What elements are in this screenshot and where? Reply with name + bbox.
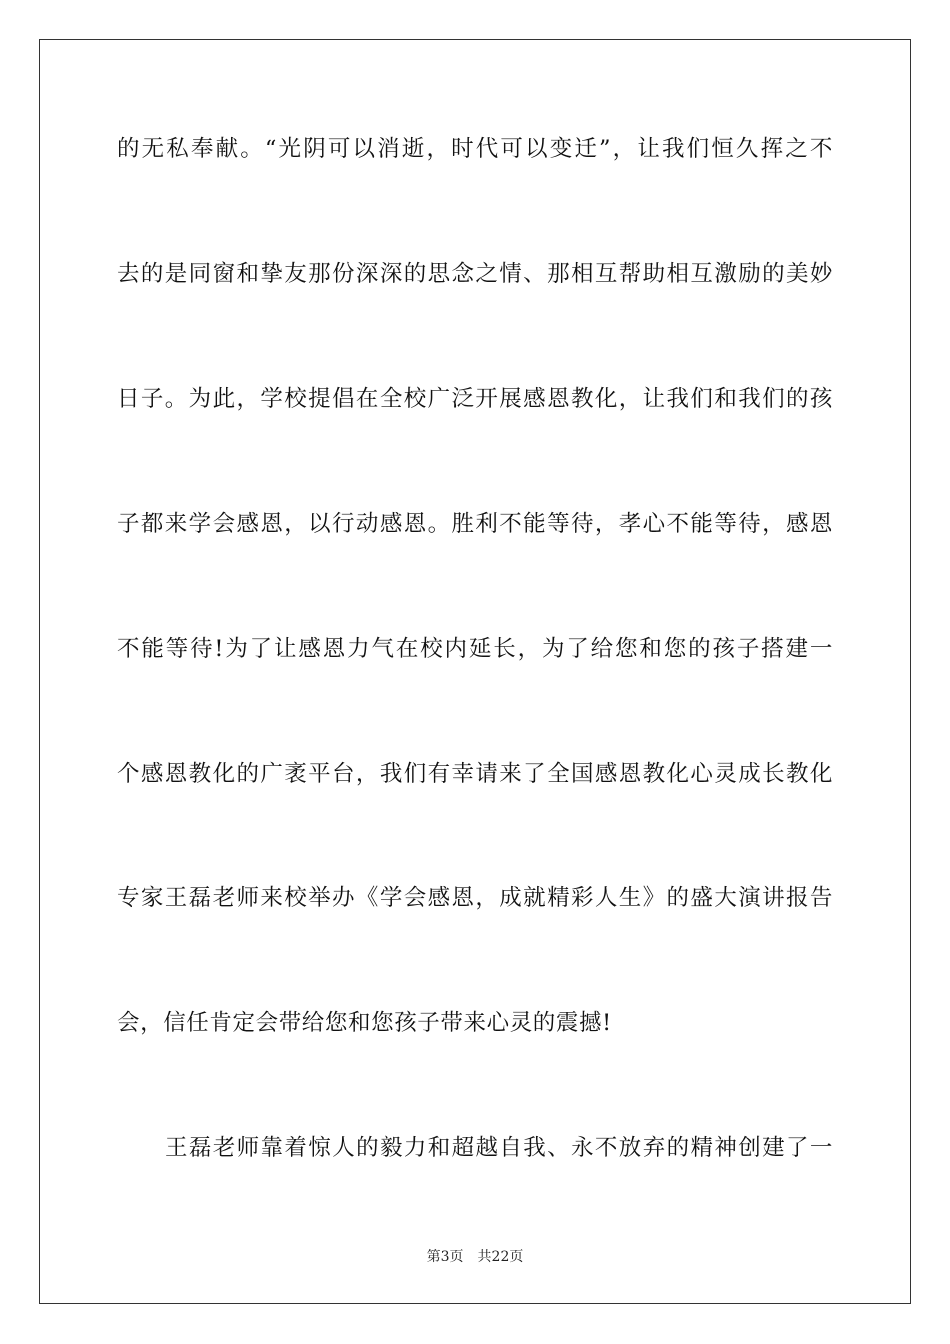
page-total: 共22页	[477, 1249, 524, 1265]
page-footer	[0, 1248, 950, 1266]
page-border	[39, 39, 911, 1304]
paragraph-line: 的无私奉献。“光阴可以消逝，时代可以变迁”，让我们恒久挥之不	[117, 136, 833, 162]
paragraph-line: 个感恩教化的广袤平台，我们有幸请来了全国感恩教化心灵成长教化	[117, 761, 833, 787]
page-number: 第3页	[426, 1249, 464, 1265]
paragraph-first-line-indented: 王磊老师靠着惊人的毅力和超越自我、永不放弃的精神创建了一	[165, 1135, 833, 1161]
paragraph-last-line: 会，信任肯定会带给您和您孩子带来心灵的震撼!	[117, 1010, 612, 1036]
paragraph-line: 去的是同窗和挚友那份深深的思念之情、那相互帮助相互激励的美妙	[117, 261, 833, 287]
paragraph-line: 不能等待!为了让感恩力气在校内延长，为了给您和您的孩子搭建一	[117, 636, 833, 662]
paragraph-line: 专家王磊老师来校举办《学会感恩，成就精彩人生》的盛大演讲报告	[117, 885, 833, 911]
paragraph-line: 日子。为此，学校提倡在全校广泛开展感恩教化，让我们和我们的孩	[117, 386, 833, 412]
paragraph-line: 子都来学会感恩，以行动感恩。胜利不能等待，孝心不能等待，感恩	[117, 511, 833, 537]
